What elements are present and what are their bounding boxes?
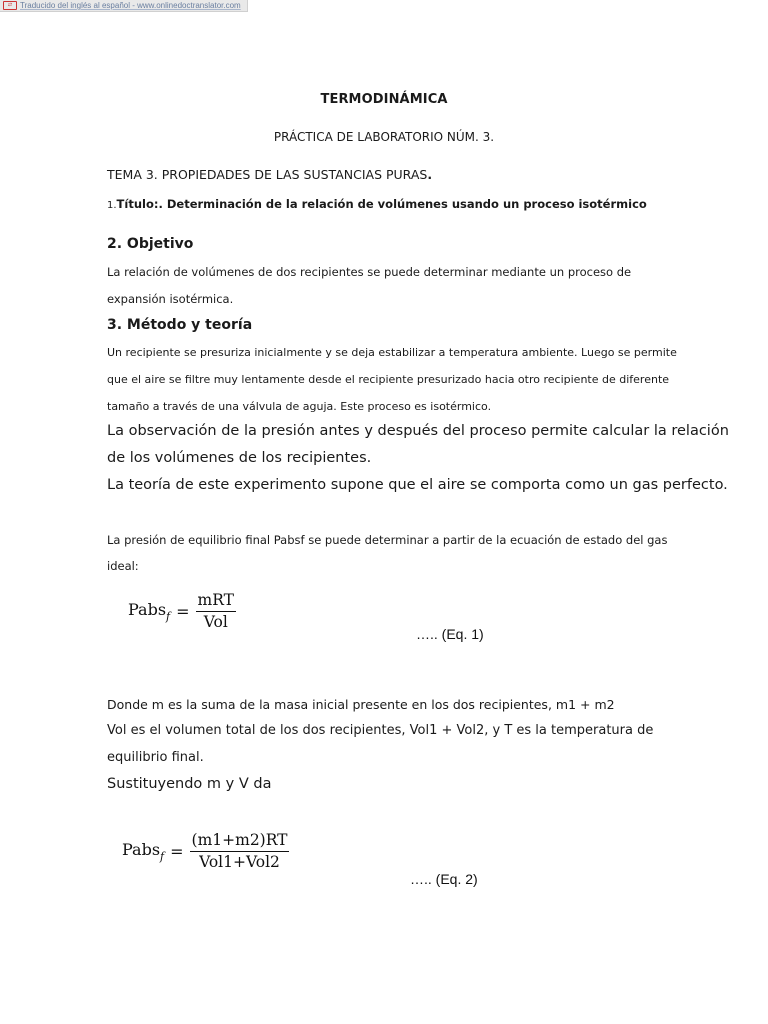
equation-1-fraction (196, 592, 236, 631)
donde-line: Donde m es la suma de la masa inicial presente en los dos recipientes, m1 + m2 (107, 697, 615, 712)
equation-1 (128, 592, 236, 631)
section-heading-metodo: 3. Método y teoría (107, 317, 253, 333)
equation-1-lhs (128, 600, 170, 623)
teoria-line: La teoría de este experimento supone que el aire se comporta como un gas perfecto. (107, 477, 728, 493)
section-heading-objetivo: 2. Objetivo (107, 236, 194, 252)
equation-2-denominator: Vol1+Vol2 (199, 853, 280, 872)
presion-line-1: La presión de equilibrio final Pabsf se puede determinar a partir de la ecuación de estado del gas (107, 533, 668, 547)
metodo-line-1: Un recipiente se presuriza inicialmente y se deja estabilizar a temperatura ambiente. Luego se permite (107, 346, 677, 359)
equation-1-lhs-subscript: f (166, 610, 171, 624)
topic-line (107, 167, 432, 182)
practice-title-separator: :. (153, 197, 163, 211)
objetivo-line-1: La relación de volúmenes de dos recipientes se puede determinar mediante un proceso de (107, 265, 632, 279)
equation-1-equals: = (176, 602, 190, 622)
translator-banner-text[interactable]: Traducido del inglés al español - www.onlinedoctranslator.com (20, 1, 241, 10)
practice-title-number: 1. (107, 200, 117, 211)
sustituyendo-line: Sustituyendo m y V da (107, 776, 272, 792)
equation-1-reference: ….. (Eq. 1) (416, 626, 484, 642)
topic-text: TEMA 3. PROPIEDADES DE LAS SUSTANCIAS PURAS (107, 167, 428, 182)
translate-icon: ⇄ (3, 1, 17, 10)
translator-banner[interactable] (0, 0, 248, 12)
equation-2-numerator: (m1+m2)RT (191, 831, 288, 849)
equation-2-equals: = (170, 842, 184, 862)
equation-2-lhs (122, 840, 164, 863)
observacion-line-1: La observación de la presión antes y después del proceso permite calcular la relación (107, 423, 729, 439)
equation-1-numerator: mRT (197, 591, 234, 609)
equation-1-denominator: Vol (203, 613, 228, 632)
vol-line-1: Vol es el volumen total de los dos recipientes, Vol1 + Vol2, y T es la temperatura de (107, 723, 654, 738)
metodo-line-2: que el aire se filtre muy lentamente desde el recipiente presurizado hacia otro recipiente de diferente (107, 373, 670, 386)
document-title: TERMODINÁMICA (320, 92, 448, 107)
equation-1-fraction-bar (196, 611, 236, 612)
observacion-line-2: de los volúmenes de los recipientes. (107, 450, 372, 466)
presion-line-2: ideal: (107, 559, 139, 573)
equation-2-lhs-base: Pabs (122, 840, 161, 860)
vol-line-2: equilibrio final. (107, 750, 204, 765)
practice-title-line (107, 197, 647, 211)
objetivo-line-2: expansión isotérmica. (107, 292, 234, 306)
metodo-line-3: tamaño a través de una válvula de aguja. Este proceso es isotérmico. (107, 400, 492, 413)
equation-2-fraction-bar (190, 851, 290, 852)
practice-title-text: Determinación de la relación de volúmenes usando un proceso isotérmico (162, 197, 647, 211)
equation-1-lhs-base: Pabs (128, 600, 167, 620)
practice-title-label: Título (116, 197, 154, 211)
equation-2 (122, 832, 289, 871)
document-subtitle: PRÁCTICA DE LABORATORIO NÚM. 3. (273, 130, 495, 144)
equation-2-lhs-subscript: f (160, 850, 165, 864)
equation-2-reference: ….. (Eq. 2) (410, 871, 478, 887)
equation-2-fraction (190, 832, 290, 871)
topic-period: . (427, 167, 433, 182)
